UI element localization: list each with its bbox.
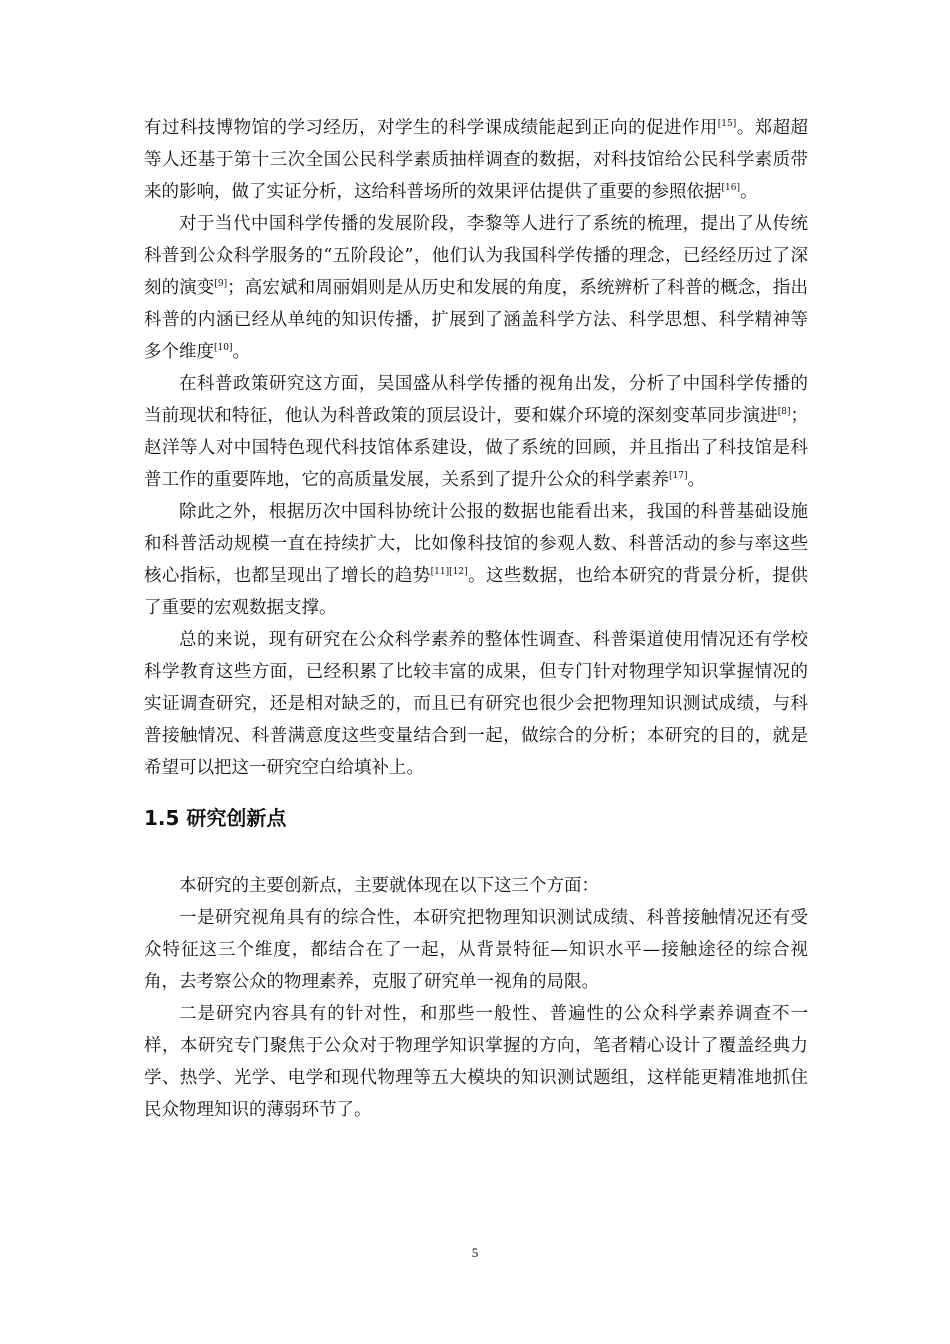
paragraph-text: 本研究的主要创新点，主要就体现在以下这三个方面：: [179, 876, 599, 896]
paragraph-text: 对于当代中国科学传播的发展阶段，李黎等人进行了系统的梳理，提出了从传统科普到公众科学服务的“五阶段论”，他们认为我国科学传播的理念，已经经历过了深刻的演变: [144, 214, 808, 298]
paragraph: [144, 902, 808, 998]
paragraph-text: 一是研究视角具有的综合性，本研究把物理知识测试成绩、科普接触情况还有受众特征这三个维度，都结合在了一起，从背景特征—知识水平—接触途径的综合视角，去考察公众的物理素养，克服了研究单一视角的局限。: [144, 908, 808, 992]
paragraph: [144, 998, 808, 1126]
innovation-section: [144, 870, 808, 1126]
paragraph-text: 有过科技博物馆的学习经历，对学生的科学课成绩能起到正向的促进作用: [144, 118, 718, 138]
paragraph-text: 总的来说，现有研究在公众科学素养的整体性调查、科普渠道使用情况还有学校科学教育这些方面，已经积累了比较丰富的成果，但专门针对物理学知识掌握情况的实证调查研究，还是相对缺乏的，而且已有研究也很少会把物理知识测试成绩，与科普接触情况、科普满意度这些变量结合到一起，做综合的分析；本研究的目的，就是希望可以把这一研究空白给填补上。: [144, 630, 808, 778]
paragraph-text: 。: [739, 182, 758, 202]
citation-ref: [10]: [214, 343, 233, 353]
paragraph-text: 。: [232, 342, 250, 362]
paragraph-text: 。郑超超等人还基于第十三次全国公民科学素质抽样调查的数据，对科技馆给公民科学素质带来的影响，做了实证分析，这给科普场所的效果评估提供了重要的参照依据: [144, 118, 809, 202]
citation-ref: [8]: [777, 407, 791, 417]
paragraph-text: 在科普政策研究这方面，吴国盛从科学传播的视角出发，分析了中国科学传播的当前现状和特征，他认为科普政策的顶层设计，要和媒介环境的深刻变革同步演进: [144, 374, 808, 426]
paragraph: [144, 624, 808, 784]
citation-ref: [15]: [717, 119, 737, 129]
paragraph: [144, 112, 808, 208]
paragraph-text: 除此之外，根据历次中国科协统计公报的数据也能看出来，我国的科普基础设施和科普活动规模一直在持续扩大，比如像科技馆的参观人数、科普活动的参与率这些核心指标，也都呈现出了增长的趋势: [144, 502, 808, 586]
paragraph-text: ；赵洋等人对中国特色现代科技馆体系建设，做了系统的回顾，并且指出了科技馆是科普工作的重要阵地，它的高质量发展，关系到了提升公众的科学素养: [144, 406, 808, 490]
document-body: [144, 112, 808, 1126]
paragraph-text: ；高宏斌和周丽娟则是从历史和发展的角度，系统辨析了科普的概念，指出科普的内涵已经从单纯的知识传播，扩展到了涵盖科学方法、科学思想、科学精神等多个维度: [144, 278, 809, 362]
paragraph-text: 。: [687, 470, 705, 490]
citation-ref: [17]: [669, 471, 688, 481]
paragraph-text: 二是研究内容具有的针对性，和那些一般性、普遍性的公众科学素养调查不一样，本研究专门聚焦于公众对于物理学知识掌握的方向，笔者精心设计了覆盖经典力学、热学、光学、电学和现代物理等五大模块的知识测试题组，这样能更精准地抓住民众物理知识的薄弱环节了。: [144, 1004, 808, 1120]
citation-ref: [11][12]: [430, 567, 468, 577]
literature-review-section: [144, 112, 808, 784]
paragraph-text: 。这些数据，也给本研究的背景分析，提供了重要的宏观数据支撑。: [144, 566, 809, 618]
paragraph: [144, 208, 808, 368]
section-heading: 1.5 研究创新点: [144, 806, 287, 830]
paragraph: [144, 368, 808, 496]
paragraph: [144, 496, 808, 624]
page-number: 5: [471, 1245, 479, 1260]
paragraph: [144, 870, 808, 902]
citation-ref: [9]: [214, 279, 228, 289]
citation-ref: [16]: [721, 183, 740, 193]
